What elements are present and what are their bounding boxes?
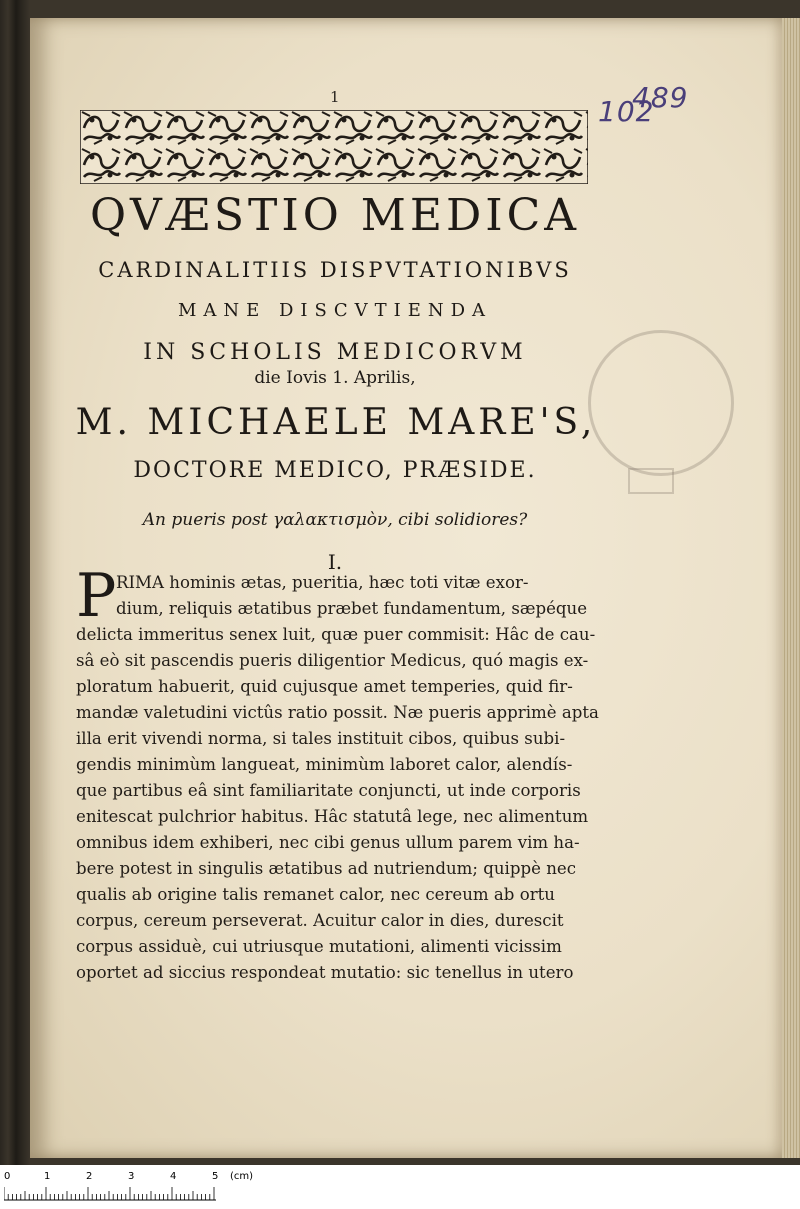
library-stamp-inner <box>628 468 674 494</box>
body-line: sâ eò sit pascendis pueris diligentior Medicus, quó magis ex- <box>76 651 589 670</box>
thesis-question: An pueris post γαλακτισμὸν, cibi solidiores? <box>142 510 528 530</box>
manuscript-shelfmark <box>598 81 689 128</box>
body-line: corpus, cereum perseverat. Acuitur calor in dies, durescit <box>76 911 564 930</box>
body-line: RIMA hominis ætas, pueritia, hæc toti vitæ exor- <box>116 573 529 592</box>
scale-tick-label: 5 <box>212 1171 219 1182</box>
praeses-name: M. MICHAELE MARE'S, <box>75 402 597 443</box>
ruler-ticks <box>4 1187 216 1201</box>
body-line: bere potest in singulis ætatibus ad nutriendum; quippè nec <box>76 859 577 878</box>
body-line: delicta immeritus senex luit, quæ puer commisit: Hâc de cau- <box>76 625 596 644</box>
title-line-1: QVÆSTIO MEDICA <box>89 190 581 241</box>
body-line: dium, reliquis ætatibus præbet fundamentum, sæpéque <box>116 599 588 618</box>
ornamental-headpiece <box>80 110 588 184</box>
scale-tick-label: 0 <box>4 1171 11 1182</box>
body-text <box>76 570 599 986</box>
manuscript-note-2: 489 <box>632 81 689 114</box>
body-line: gendis minimùm langueat, minimùm laboret calor, alendís- <box>76 755 573 774</box>
body-line: enitescat pulchrior habitus. Hâc statutâ lege, nec alimentum <box>76 807 589 826</box>
scale-tick-label: 1 <box>44 1171 51 1182</box>
drop-cap: P <box>76 561 117 631</box>
section-number: I. <box>327 550 343 574</box>
body-line: mandæ valetudini victûs ratio possit. Næ pueris apprimè apta <box>76 703 599 722</box>
library-stamp <box>588 330 734 476</box>
body-line: corpus assiduè, cui utriusque mutationi, alimenti vicissim <box>76 937 562 956</box>
scale-bar <box>0 1165 800 1209</box>
body-line: qualis ab origine talis remanet calor, nec cereum ab ortu <box>76 885 555 904</box>
body-line: que partibus eâ sint familiaritate conjuncti, ut inde corporis <box>76 781 581 800</box>
scale-unit: (cm) <box>230 1171 254 1182</box>
body-line: oportet ad siccius respondeat mutatio: sic tenellus in utero <box>76 963 574 982</box>
page-fore-edge <box>782 18 800 1158</box>
scale-tick-label: 3 <box>128 1171 135 1182</box>
title-line-2: CARDINALITIIS DISPVTATIONIBVS <box>98 258 572 282</box>
body-line: omnibus idem exhiberi, nec cibi genus ullum parem vim ha- <box>76 833 580 852</box>
praeses-title: DOCTORE MEDICO, PRÆSIDE. <box>133 458 537 483</box>
page-number: 1 <box>330 88 340 106</box>
body-line: illa erit vivendi norma, si tales instituit cibos, quibus subi- <box>76 729 566 748</box>
title-line-3: MANE DISCVTIENDA <box>177 300 493 321</box>
title-line-5: die Iovis 1. Aprilis, <box>254 368 416 388</box>
body-line: ploratum habuerit, quid cujusque amet temperies, quid fir- <box>76 677 573 696</box>
scale-tick-label: 4 <box>170 1171 177 1182</box>
title-line-4: IN SCHOLIS MEDICORVM <box>143 340 527 365</box>
scale-tick-label: 2 <box>86 1171 93 1182</box>
manuscript-note-1: 102 <box>598 95 655 128</box>
